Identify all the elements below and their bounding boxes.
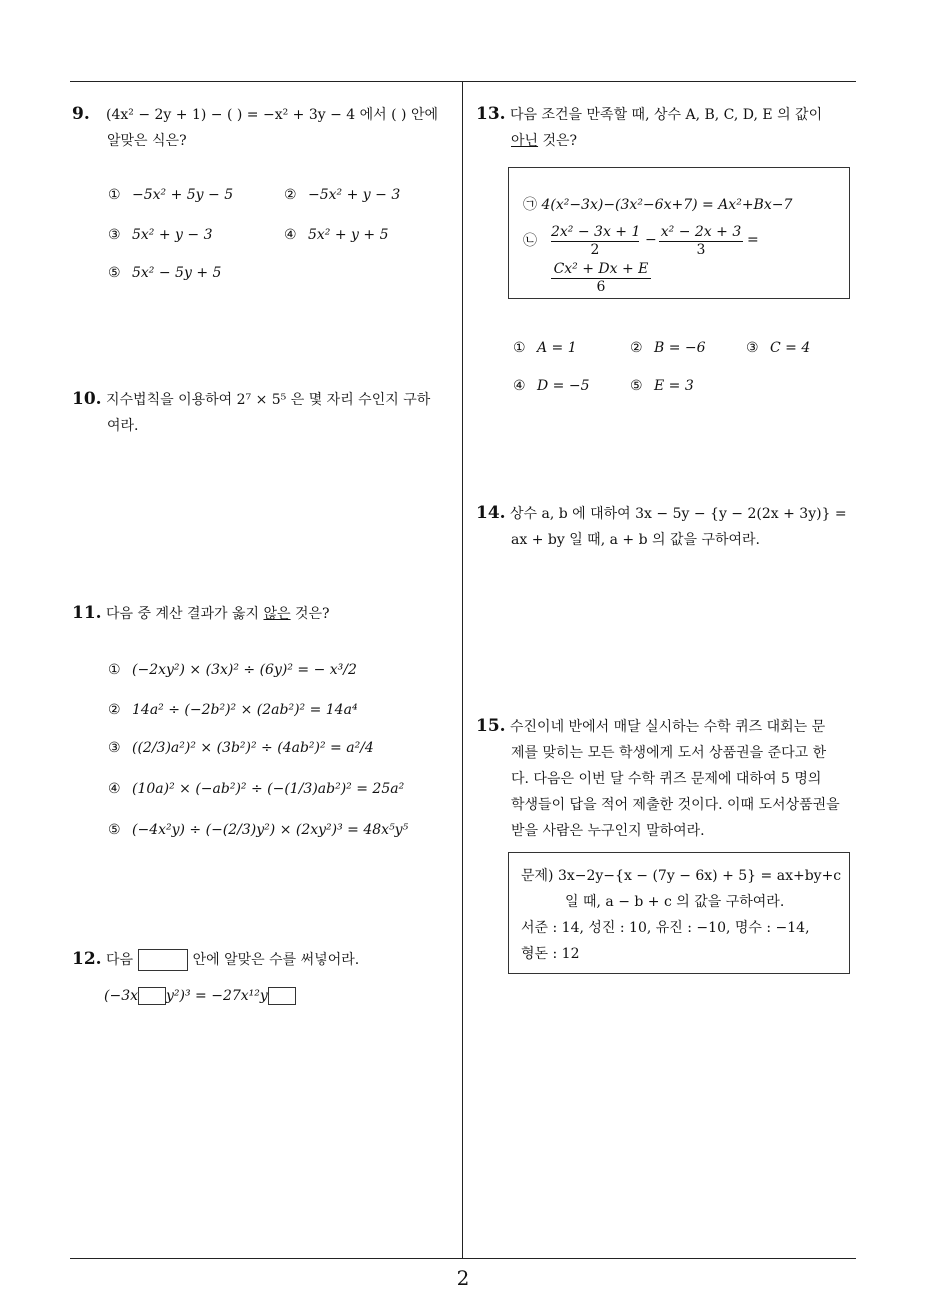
question-14 (476, 500, 861, 553)
condition-1: ㉠ 4(x²−3x)−(3x²−6x+7) = Ax²+Bx−7 (523, 197, 793, 213)
choice-5[interactable]: ⑤ (−4x²y) ÷ (−(2/3)y²) × (2xy²)³ = 48x⁵y⁵ (108, 822, 409, 838)
choice-2[interactable]: ② B = −6 (630, 340, 706, 356)
condition-2: ㉡ (523, 233, 537, 249)
problem-line-1: 문제) 3x−2y−{x − (7y − 6x) + 5} = ax+by+c (521, 868, 842, 884)
choice-1[interactable]: ① A = 1 (513, 340, 577, 356)
choice-1[interactable]: ① (−2xy²) × (3x)² ÷ (6y)² = − x³/2 (108, 662, 357, 678)
fraction-1: 2x² − 3x + 1 2 (551, 224, 641, 258)
question-text: 다음 중 계산 결과가 옳지 (106, 606, 264, 622)
condition-box (508, 167, 850, 299)
question-text-emphasis: 아닌 (511, 133, 539, 149)
page-number: 2 (456, 1266, 470, 1290)
top-rule (70, 81, 856, 82)
choice-3[interactable]: ③ ((2/3)a²)² × (3b²)² ÷ (4ab²)² = a²/4 (108, 740, 374, 756)
choice-4[interactable]: ④ (10a)² × (−ab²)² ÷ (−(1/3)ab²)² = 25a² (108, 781, 405, 797)
question-text-end: 안에 알맞은 수를 써넣어라. (192, 952, 360, 968)
question-9 (72, 101, 462, 154)
problem-box (508, 852, 850, 974)
fraction-2: x² − 2x + 3 3 (660, 224, 742, 258)
problem-line-2: 일 때, a − b + c 의 값을 구하여라. (565, 894, 785, 910)
question-text: 지수법칙을 이용하여 2⁷ × 5⁵ 은 몇 자리 수인지 구하 (106, 392, 431, 408)
choice-1[interactable]: ① −5x² + 5y − 5 (108, 187, 234, 203)
question-text-line3: 다. 다음은 이번 달 수학 퀴즈 문제에 대하여 5 명의 (511, 771, 822, 787)
question-text: 다음 조건을 만족할 때, 상수 A, B, C, D, E 의 값이 (510, 107, 823, 123)
question-text-line5: 받을 사람은 누구인지 말하여라. (511, 823, 705, 839)
question-10 (72, 386, 462, 439)
bottom-rule (70, 1258, 856, 1259)
question-number: 12. (72, 949, 102, 969)
question-text-line2: 여라. (107, 418, 139, 434)
question-13 (476, 101, 861, 154)
answers-line-2: 형돈 : 12 (521, 946, 580, 962)
choice-2[interactable]: ② 14a² ÷ (−2b²)² × (2ab²)² = 14a⁴ (108, 702, 358, 718)
question-text-emphasis: 않은 (263, 606, 291, 622)
question-text-line2: 알맞은 식은? (107, 133, 187, 149)
column-divider (462, 82, 463, 1258)
exponent-blank-1[interactable] (138, 987, 166, 1005)
question-number: 13. (476, 104, 506, 124)
question-text-line4: 학생들이 답을 적어 제출한 것이다. 이때 도서상품권을 (511, 797, 840, 813)
answers-line-1: 서준 : 14, 성진 : 10, 유진 : −10, 명수 : −14, (521, 920, 810, 936)
question-12 (72, 946, 462, 973)
question-11 (72, 600, 462, 627)
question-text: 상수 a, b 에 대하여 3x − 5y − {y − 2(2x + 3y)} = (510, 506, 847, 522)
choice-2[interactable]: ② −5x² + y − 3 (284, 187, 401, 203)
question-15 (476, 713, 861, 844)
choice-5[interactable]: ⑤ E = 3 (630, 378, 694, 394)
exponent-blank-2[interactable] (268, 987, 296, 1005)
question-text-end: 것은? (290, 606, 330, 622)
question-number: 9. (72, 104, 90, 124)
fraction-3: Cx² + Dx + E 6 (551, 260, 651, 295)
question-text: 다음 (106, 952, 134, 968)
question-number: 10. (72, 389, 102, 409)
minus-sign: − (645, 232, 657, 248)
choice-5[interactable]: ⑤ 5x² − 5y + 5 (108, 265, 222, 281)
question-number: 15. (476, 716, 506, 736)
question-number: 14. (476, 503, 506, 523)
question-number: 11. (72, 603, 102, 623)
question-text-line2: ax + by 일 때, a + b 의 값을 구하여라. (511, 532, 761, 548)
question-12-expression: (−3x y²)³ = −27x¹²y (104, 987, 296, 1005)
choice-3[interactable]: ③ C = 4 (746, 340, 811, 356)
question-text-line1: 수진이네 반에서 매달 실시하는 수학 퀴즈 대회는 문 (510, 719, 826, 735)
choice-3[interactable]: ③ 5x² + y − 3 (108, 227, 213, 243)
question-text: (4x² − 2y + 1) − ( ) = −x² + 3y − 4 에서 ( ) 안에 (106, 107, 439, 123)
equals-sign: = (747, 232, 759, 248)
answer-blank[interactable] (138, 949, 188, 971)
choice-4[interactable]: ④ 5x² + y + 5 (284, 227, 389, 243)
question-text-line2: 제를 맞히는 모든 학생에게 도서 상품권을 준다고 한 (511, 745, 827, 761)
question-text-end: 것은? (538, 133, 578, 149)
choice-4[interactable]: ④ D = −5 (513, 378, 590, 394)
